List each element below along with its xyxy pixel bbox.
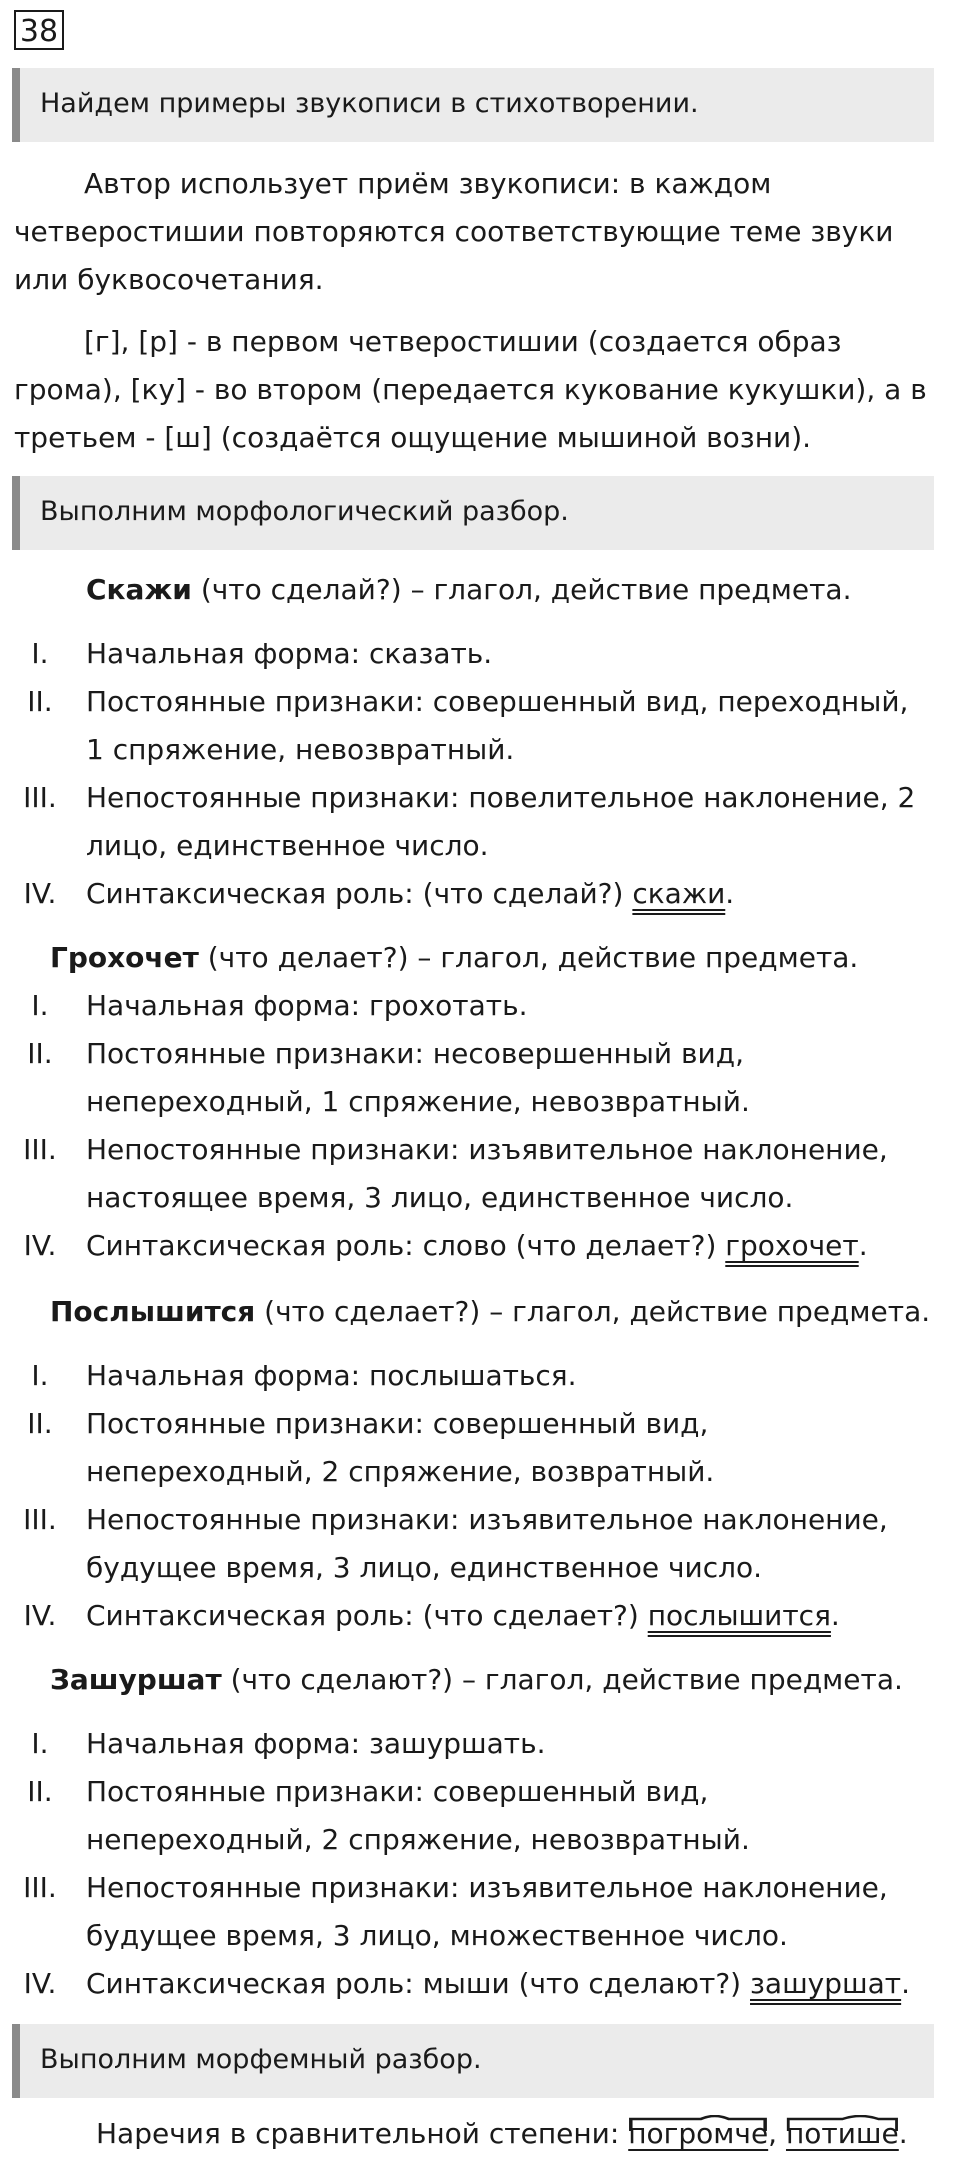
item-text: Начальная форма: грохотать. [86,989,528,1022]
word-description: (что сделай?) – глагол, действие предмета. [191,573,852,606]
roman-numeral: IV. [23,1599,57,1632]
line-suffix: . [898,2117,908,2150]
syntax-prefix: Синтаксическая роль: (что сделай?) [86,877,633,910]
syntax-role [86,1596,840,1636]
item-text: Непостоянные признаки: изъявительное наклонение, [86,1133,888,1166]
roman-numeral: II. [27,685,53,718]
word-bold: Послышится [50,1295,256,1328]
item-text: Начальная форма: послышаться. [86,1359,577,1392]
syntax-prefix: Синтаксическая роль: мыши (что сделают?) [86,1967,751,2000]
predicate-word: грохочет [725,1229,859,1262]
item-text: лицо, единственное число. [86,829,489,862]
roman-numeral: I. [31,989,49,1022]
item-text: Начальная форма: сказать. [86,637,493,670]
syntax-prefix: Синтаксическая роль: слово (что делает?) [86,1229,726,1262]
roman-numeral: I. [31,1359,49,1392]
item-text: будущее время, 3 лицо, множественное число. [86,1919,788,1952]
roman-numeral: II. [27,1407,53,1440]
adverbs-line [96,2114,908,2154]
roman-numeral: IV. [23,877,57,910]
adverb-word: потише [785,2117,899,2150]
item-text: Непостоянные признаки: повелительное наклонение, 2 [86,781,916,814]
adverb-potishe [786,2114,899,2154]
syntax-suffix: . [725,877,735,910]
roman-numeral: I. [31,1727,49,1760]
syntax-suffix: . [858,1229,868,1262]
item-text: 1 спряжение, невозвратный. [86,733,515,766]
item-text: Постоянные признаки: совершенный вид, переходный, [86,685,909,718]
paragraph-sound-2 [14,318,934,462]
roman-numeral: II. [27,1037,53,1070]
predicate-word: скажи [632,877,726,910]
word-description: (что сделают?) – глагол, действие предмета. [221,1663,903,1696]
syntax-role [86,1226,868,1266]
banner-text: Найдем примеры звукописи в стихотворении. [40,88,699,119]
item-text: непереходный, 1 спряжение, невозвратный. [86,1085,750,1118]
word-heading [50,938,858,978]
item-text: будущее время, 3 лицо, единственное число. [86,1551,763,1584]
banner-text: Выполним морфемный разбор. [40,2044,482,2075]
predicate-word: зашуршат [750,1967,902,2000]
word-bold: Скажи [86,573,192,606]
item-text: Постоянные признаки: несовершенный вид, [86,1037,744,1070]
item-text: Непостоянные признаки: изъявительное наклонение, [86,1871,888,1904]
word-bold: Зашуршат [50,1663,222,1696]
syntax-prefix: Синтаксическая роль: (что сделает?) [86,1599,648,1632]
item-text: непереходный, 2 спряжение, возвратный. [86,1455,715,1488]
separator: , [768,2117,786,2150]
roman-numeral: III. [23,1503,57,1536]
adverb-word: погромче [628,2117,769,2150]
adverb-pogromche [628,2114,768,2154]
paragraph-text: [г], [р] - в первом четверостишии (создается образ грома), [ку] - во втором (передается кукование кукушки), а в третьем - [ш] (создаётся ощущение мышиной возни). [14,325,927,454]
roman-numeral: III. [23,781,57,814]
root-arc-mark [628,2104,768,2122]
roman-numeral: IV. [23,1967,57,2000]
banner-text: Выполним морфологический разбор. [40,496,569,527]
adverbs-prefix: Наречия в сравнительной степени: [96,2117,629,2150]
section-banner-sound [12,68,934,142]
word-bold: Грохочет [50,941,199,974]
syntax-role [86,874,734,914]
item-text: Непостоянные признаки: изъявительное наклонение, [86,1503,888,1536]
item-text: Постоянные признаки: совершенный вид, [86,1775,709,1808]
predicate-word: послышится [647,1599,831,1632]
section-banner-morphology [12,476,934,550]
roman-numeral: II. [27,1775,53,1808]
item-text: непереходный, 2 спряжение, невозвратный. [86,1823,750,1856]
word-description: (что делает?) – глагол, действие предмета. [198,941,859,974]
item-text: Постоянные признаки: совершенный вид, [86,1407,709,1440]
roman-numeral: III. [23,1133,57,1166]
root-arc-mark [786,2104,899,2122]
word-heading [50,1660,903,1700]
roman-numeral: IV. [23,1229,57,1262]
item-text: Начальная форма: зашуршать. [86,1727,546,1760]
paragraph-text: Автор использует приём звукописи: в каждом четверостишии повторяются соответствующие теме звуки или буквосочетания. [14,167,894,296]
task-number: 38 [14,10,64,50]
paragraph-sound-1 [14,160,934,304]
section-banner-morpheme [12,2024,934,2098]
item-text: настоящее время, 3 лицо, единственное число. [86,1181,794,1214]
syntax-suffix: . [901,1967,911,2000]
syntax-suffix: . [830,1599,840,1632]
roman-numeral: III. [23,1871,57,1904]
word-heading [50,1292,930,1332]
roman-numeral: I. [31,637,49,670]
word-heading [86,570,851,610]
word-description: (что сделает?) – глагол, действие предмета. [255,1295,931,1328]
syntax-role [86,1964,910,2004]
